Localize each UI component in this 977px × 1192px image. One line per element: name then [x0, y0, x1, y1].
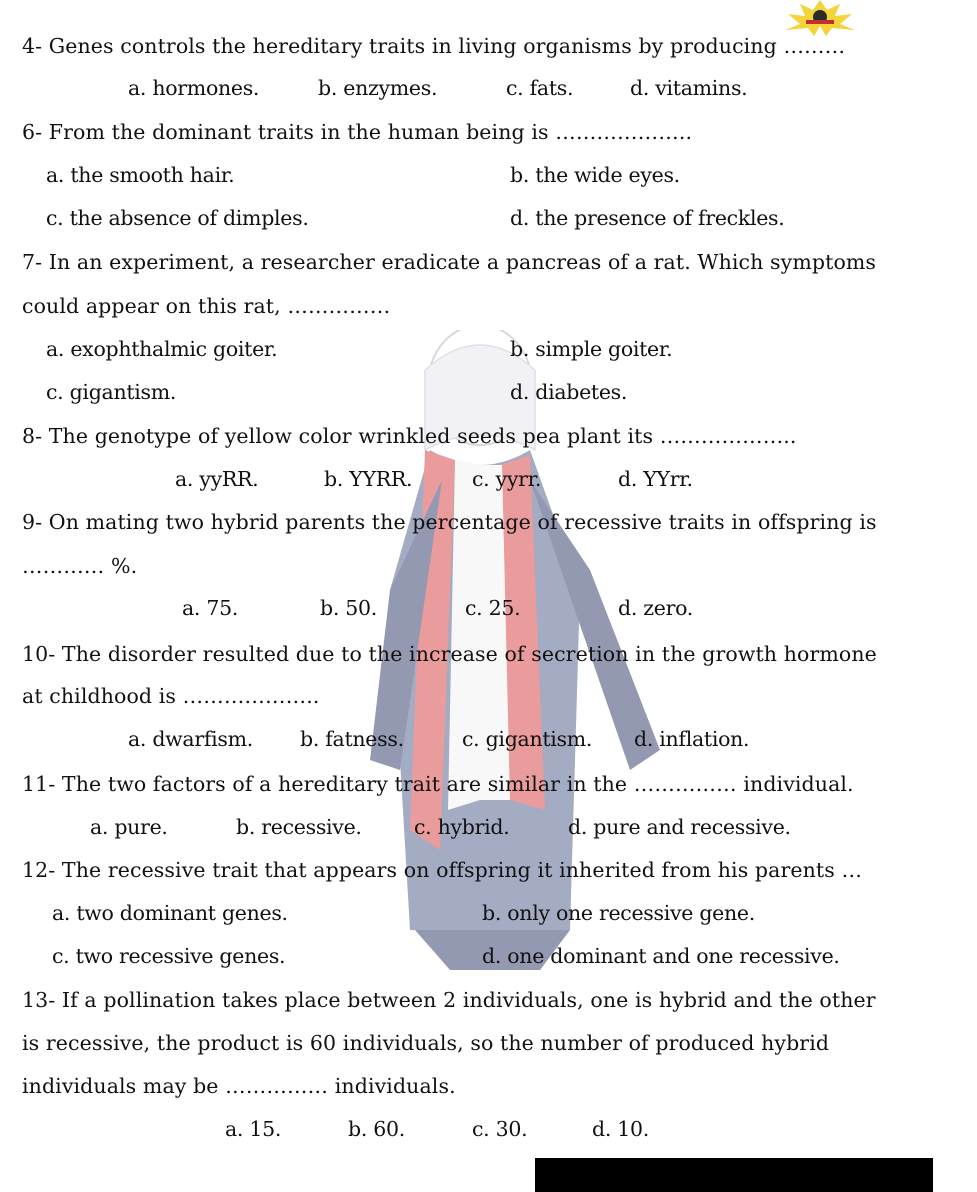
option-d[interactable]: d. 10. — [592, 1117, 649, 1141]
option-d[interactable]: d. YYrr. — [618, 467, 693, 491]
question-11-text: 11- The two factors of a hereditary trait are similar in the …………… individual. — [22, 772, 854, 796]
option-a[interactable]: a. yyRR. — [175, 467, 259, 491]
redaction-bar — [535, 1158, 933, 1192]
option-d[interactable]: d. diabetes. — [510, 380, 628, 404]
question-9-text-line-1: 9- On mating two hybrid parents the percentage of recessive traits in offspring is — [22, 510, 877, 534]
option-b[interactable]: b. the wide eyes. — [510, 163, 680, 187]
option-c[interactable]: c. 25. — [465, 596, 521, 620]
option-a[interactable]: a. the smooth hair. — [46, 163, 235, 187]
option-c[interactable]: c. yyrr. — [472, 467, 542, 491]
option-b[interactable]: b. 50. — [320, 596, 377, 620]
option-d[interactable]: d. one dominant and one recessive. — [482, 944, 840, 968]
option-b[interactable]: b. fatness. — [300, 727, 404, 751]
option-a[interactable]: a. 75. — [182, 596, 239, 620]
option-c[interactable]: c. two recessive genes. — [52, 944, 286, 968]
question-7-text-line-1: 7- In an experiment, a researcher eradicate a pancreas of a rat. Which symptoms — [22, 250, 877, 274]
option-c[interactable]: c. the absence of dimples. — [46, 206, 309, 230]
option-d[interactable]: d. the presence of freckles. — [510, 206, 785, 230]
option-d[interactable]: d. pure and recessive. — [568, 815, 791, 839]
option-c[interactable]: c. hybrid. — [414, 815, 510, 839]
option-b[interactable]: b. enzymes. — [318, 76, 438, 100]
question-6-text: 6- From the dominant traits in the human being is ……………….. — [22, 120, 693, 144]
question-10-text-line-2: at childhood is ……………….. — [22, 684, 320, 708]
option-a[interactable]: a. dwarfism. — [128, 727, 253, 751]
question-10-text-line-1: 10- The disorder resulted due to the increase of secretion in the growth hormone — [22, 642, 877, 666]
option-a[interactable]: a. 15. — [225, 1117, 282, 1141]
option-c[interactable]: c. gigantism. — [46, 380, 177, 404]
question-12-text: 12- The recessive trait that appears on offspring it inherited from his parents … — [22, 858, 863, 882]
question-9-text-line-2: ………… %. — [22, 554, 138, 578]
option-b[interactable]: b. recessive. — [236, 815, 362, 839]
option-b[interactable]: b. simple goiter. — [510, 337, 673, 361]
option-d[interactable]: d. zero. — [618, 596, 693, 620]
question-13-text-line-3: individuals may be …………… individuals. — [22, 1074, 456, 1098]
option-d[interactable]: d. vitamins. — [630, 76, 748, 100]
question-8-text: 8- The genotype of yellow color wrinkled seeds pea plant its ……………….. — [22, 424, 797, 448]
option-c[interactable]: c. 30. — [472, 1117, 528, 1141]
option-c[interactable]: c. fats. — [506, 76, 574, 100]
option-a[interactable]: a. hormones. — [128, 76, 260, 100]
option-b[interactable]: b. 60. — [348, 1117, 405, 1141]
option-a[interactable]: a. exophthalmic goiter. — [46, 337, 278, 361]
question-4-text: 4- Genes controls the hereditary traits in living organisms by producing ……… — [22, 34, 846, 58]
option-a[interactable]: a. pure. — [90, 815, 168, 839]
option-c[interactable]: c. gigantism. — [462, 727, 593, 751]
question-13-text-line-2: is recessive, the product is 60 individuals, so the number of produced hybrid — [22, 1031, 830, 1055]
option-b[interactable]: b. YYRR. — [324, 467, 413, 491]
option-d[interactable]: d. inflation. — [634, 727, 750, 751]
option-b[interactable]: b. only one recessive gene. — [482, 901, 755, 925]
question-13-text-line-1: 13- If a pollination takes place between 2 individuals, one is hybrid and the other — [22, 988, 876, 1012]
question-7-text-line-2: could appear on this rat, …………… — [22, 294, 391, 318]
option-a[interactable]: a. two dominant genes. — [52, 901, 288, 925]
